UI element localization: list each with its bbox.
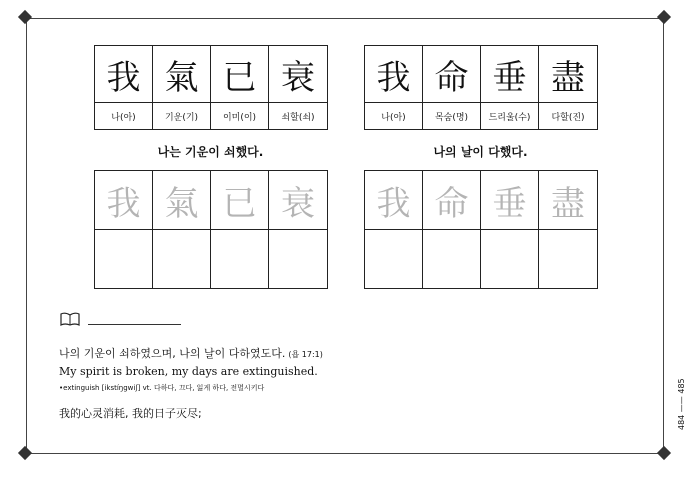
reading-row	[364, 103, 598, 130]
hanja-char: 我	[95, 46, 153, 102]
practice-cell[interactable]	[153, 230, 211, 288]
hanja-char: 氣	[153, 46, 211, 102]
trace-char[interactable]: 我	[95, 171, 153, 229]
page-numbers: 484 —— 485	[677, 378, 686, 430]
trace-row	[94, 170, 328, 230]
trace-char[interactable]: 命	[423, 171, 481, 229]
practice-cell[interactable]	[481, 230, 539, 288]
verse-english: My spirit is broken, my days are extinguished.	[59, 365, 318, 378]
verse-korean-text: 나의 기운이 쇠하였으며, 나의 날이 다하였도다.	[59, 347, 286, 360]
practice-cell[interactable]	[269, 230, 327, 288]
practice-cell[interactable]	[95, 230, 153, 288]
right-hanja-table	[364, 45, 598, 130]
hanja-char: 我	[365, 46, 423, 102]
hanja-row	[94, 45, 328, 103]
hanja-reading: 드리울(수)	[481, 103, 539, 129]
trace-char[interactable]: 衰	[281, 183, 315, 224]
book-icon	[60, 312, 80, 326]
left-practice-grid	[94, 170, 328, 289]
trace-row	[364, 170, 598, 230]
section-rule	[88, 324, 181, 325]
verse-chinese: 我的心灵消耗, 我的日子灭尽;	[59, 407, 202, 420]
blank-row	[94, 230, 328, 289]
trace-char[interactable]: 氣	[153, 171, 211, 229]
hanja-reading: 이미(이)	[211, 103, 269, 129]
verse-reference: (욥 17:1)	[288, 350, 323, 359]
hanja-char: 命	[423, 46, 481, 102]
right-sentence: 나의 날이 다했다.	[433, 145, 528, 159]
verse-korean	[59, 345, 323, 361]
trace-char[interactable]: 我	[365, 171, 423, 229]
left-sentence: 나는 기운이 쇠했다.	[157, 145, 264, 159]
hanja-reading: 나(아)	[95, 103, 153, 129]
hanja-char: 垂	[481, 46, 539, 102]
practice-cell[interactable]	[365, 230, 423, 288]
practice-cell[interactable]	[539, 230, 597, 288]
reading-row	[94, 103, 328, 130]
left-hanja-table	[94, 45, 328, 130]
trace-char[interactable]: 已	[211, 171, 269, 229]
hanja-reading: 나(아)	[365, 103, 423, 129]
hanja-row	[364, 45, 598, 103]
hanja-char: 已	[211, 46, 269, 102]
trace-char[interactable]: 盡	[551, 183, 585, 224]
hanja-char: 衰	[281, 57, 315, 98]
vocab-note: •extinguish [ikstíŋgwiʃ] vt. 다하다, 끄다, 잃게 하다, 전멸시키다	[59, 384, 265, 392]
hanja-reading: 목숨(명)	[423, 103, 481, 129]
practice-cell[interactable]	[423, 230, 481, 288]
right-practice-grid	[364, 170, 598, 289]
hanja-reading: 기운(기)	[153, 103, 211, 129]
blank-row	[364, 230, 598, 289]
trace-char[interactable]: 垂	[481, 171, 539, 229]
hanja-char: 盡	[551, 57, 585, 98]
hanja-reading: 쇠할(쇠)	[281, 112, 315, 123]
practice-cell[interactable]	[211, 230, 269, 288]
hanja-reading: 다할(진)	[551, 112, 585, 123]
